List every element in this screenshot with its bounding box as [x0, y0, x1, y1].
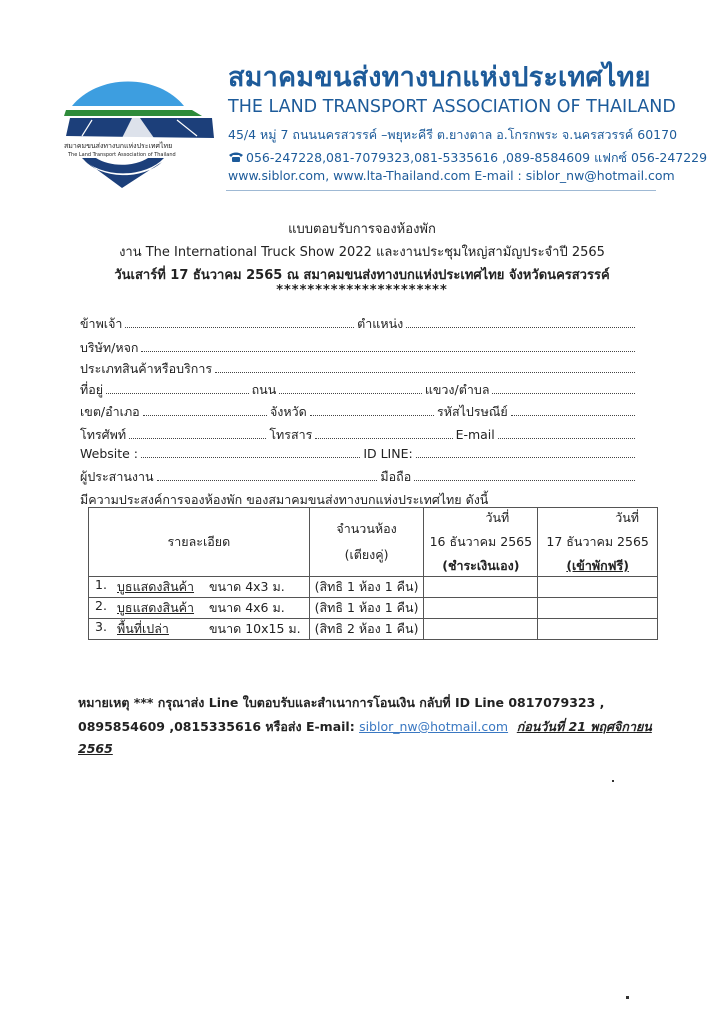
district-label: เขต/อำเภอ	[80, 404, 140, 419]
scan-speck	[626, 996, 629, 999]
road-field[interactable]	[279, 382, 422, 394]
form-row-name	[80, 314, 635, 332]
address-field[interactable]	[106, 382, 249, 394]
district-field[interactable]	[143, 404, 267, 416]
org-phone-numbers: 056-247228,081-7079323,081-5335616 ,089-8584609 แฟกซ์ 056-247229	[246, 150, 708, 165]
org-web-email: www.siblor.com, www.lta-Thailand.com E-mail : siblor_nw@hotmail.com	[228, 168, 675, 183]
row-size: ขนาด 10x15 ม.	[209, 621, 301, 636]
name-field[interactable]	[125, 316, 354, 328]
province-label: จังหวัด	[269, 404, 307, 419]
form-row-district	[80, 402, 635, 420]
table-row	[89, 598, 658, 619]
form-row-coordinator	[80, 467, 635, 485]
position-label: ตำแหน่ง	[357, 316, 404, 331]
org-address: 45/4 หมู่ 7 ถนนนครสวรรค์ –พยุหะคีรี ต.ยางตาล อ.โกรกพระ จ.นครสวรรค์ 60170	[228, 127, 678, 142]
logo-text-en: The Land Transport Association of Thailand	[68, 152, 176, 158]
header-dec16-line1: วันที่	[485, 510, 510, 525]
row-detail	[89, 619, 310, 640]
road-label: ถนน	[251, 382, 277, 397]
note-phones: 0895854609 ,0815335616 หรือส่ง E-mail:	[78, 719, 360, 734]
line-id-field[interactable]	[416, 446, 635, 458]
row-dec17-cell[interactable]	[538, 598, 658, 619]
header-dec17-line2: 17 ธันวาคม 2565	[546, 534, 649, 549]
header-detail: รายละเอียด	[89, 508, 310, 577]
postcode-field[interactable]	[511, 404, 635, 416]
header-rooms	[309, 508, 424, 577]
subdistrict-field[interactable]	[492, 382, 635, 394]
fax-field[interactable]	[315, 427, 452, 439]
header-dec16	[424, 508, 538, 577]
form-row-company	[80, 338, 635, 356]
phone-field[interactable]	[129, 427, 266, 439]
row-rooms: (สิทธิ 1 ห้อง 1 คืน)	[309, 598, 424, 619]
fax-label: โทรสาร	[269, 427, 313, 442]
website-label: Website :	[80, 446, 139, 461]
note-line3: 2565	[78, 741, 113, 756]
row-number: 1.	[95, 577, 107, 592]
note-line2	[78, 717, 652, 737]
row-dec17-cell[interactable]	[538, 577, 658, 598]
form-title: แบบตอบรับการจองห้องพัก	[288, 222, 436, 237]
row-dec16-cell[interactable]	[424, 577, 538, 598]
line-id-label: ID LINE:	[363, 446, 413, 461]
header-dec17	[538, 508, 658, 577]
row-number: 3.	[95, 619, 107, 634]
logo-text-th: สมาคมขนส่งทางบกแห่งประเทศไทย	[64, 142, 173, 150]
address-label: ที่อยู่	[80, 382, 104, 397]
website-field[interactable]	[141, 446, 360, 458]
row-rooms: (สิทธิ 2 ห้อง 1 คืน)	[309, 619, 424, 640]
event-date-venue: วันเสาร์ที่ 17 ธันวาคม 2565 ณ สมาคมขนส่งทางบกแห่งประเทศไทย จังหวัดนครสวรรค์	[114, 268, 610, 283]
org-name-english: THE LAND TRANSPORT ASSOCIATION OF THAILAND	[228, 97, 676, 117]
row-size: ขนาด 4x6 ม.	[209, 600, 285, 615]
title-stars: **********************	[276, 283, 448, 298]
row-item: บูธแสดงสินค้า	[117, 579, 195, 594]
header-rooms-line2: (เตียงคู่)	[344, 547, 389, 562]
org-name-thai: สมาคมขนส่งทางบกแห่งประเทศไทย	[228, 62, 651, 93]
row-number: 2.	[95, 598, 107, 613]
table-row	[89, 619, 658, 640]
mobile-field[interactable]	[414, 469, 635, 481]
coordinator-label: ผู้ประสานงาน	[80, 469, 154, 484]
row-rooms: (สิทธิ 1 ห้อง 1 คืน)	[309, 577, 424, 598]
row-dec17-cell[interactable]	[538, 619, 658, 640]
phone-label: โทรศัพท์	[80, 427, 127, 442]
row-dec16-cell[interactable]	[424, 598, 538, 619]
header-divider	[226, 190, 656, 191]
table-row	[89, 577, 658, 598]
header-dec17-line3: (เข้าพักฟรี)	[566, 558, 629, 573]
booking-intro: มีความประสงค์การจองห้องพัก ของสมาคมขนส่งทางบกแห่งประเทศไทย ดังนี้	[80, 492, 489, 507]
association-logo	[62, 58, 218, 188]
business-type-label: ประเภทสินค้าหรือบริการ	[80, 361, 213, 376]
form-row-business	[80, 359, 635, 377]
form-row-phone	[80, 425, 635, 443]
event-title: งาน The International Truck Show 2022 และงานประชุมใหญ่สามัญประจำปี 2565	[119, 245, 605, 260]
row-item: บูธแสดงสินค้า	[117, 600, 195, 615]
note-line1: หมายเหตุ *** กรุณาส่ง Line ใบตอบรับและสำเนาการโอนเงิน กลับที่ ID Line 0817079323 ,	[78, 695, 605, 710]
note-deadline: ก่อนวันที่ 21 พฤศจิกายน	[516, 719, 652, 734]
mobile-label: มือถือ	[380, 469, 412, 484]
email-field[interactable]	[498, 427, 635, 439]
room-booking-table	[88, 507, 658, 640]
org-phone-line	[228, 148, 707, 168]
email-label: E-mail	[455, 427, 495, 442]
scan-speck	[612, 780, 614, 782]
header-dec16-line2: 16 ธันวาคม 2565	[429, 534, 533, 549]
subdistrict-label: แขวง/ตำบล	[424, 382, 490, 397]
province-field[interactable]	[310, 404, 434, 416]
row-size: ขนาด 4x3 ม.	[209, 579, 285, 594]
row-detail	[89, 598, 310, 619]
postcode-label: รหัสไปรษณีย์	[437, 404, 508, 419]
coordinator-field[interactable]	[157, 469, 378, 481]
header-dec17-line1: วันที่	[615, 510, 639, 525]
header-rooms-line1: จำนวนห้อง	[336, 521, 397, 536]
company-field[interactable]	[141, 340, 635, 352]
table-header-row	[89, 508, 658, 577]
name-label: ข้าพเจ้า	[80, 316, 123, 331]
telephone-icon	[228, 151, 244, 163]
form-row-website	[80, 446, 635, 464]
note-email-link[interactable]: siblor_nw@hotmail.com	[359, 719, 509, 734]
form-row-address	[80, 380, 635, 398]
header-dec16-line3: (ชำระเงินเอง)	[442, 558, 520, 573]
row-detail	[89, 577, 310, 598]
position-field[interactable]	[406, 316, 635, 328]
row-item: พื้นที่เปล่า	[117, 621, 169, 636]
business-type-field[interactable]	[215, 361, 635, 373]
company-label: บริษัท/หจก	[80, 340, 139, 355]
row-dec16-cell[interactable]	[424, 619, 538, 640]
